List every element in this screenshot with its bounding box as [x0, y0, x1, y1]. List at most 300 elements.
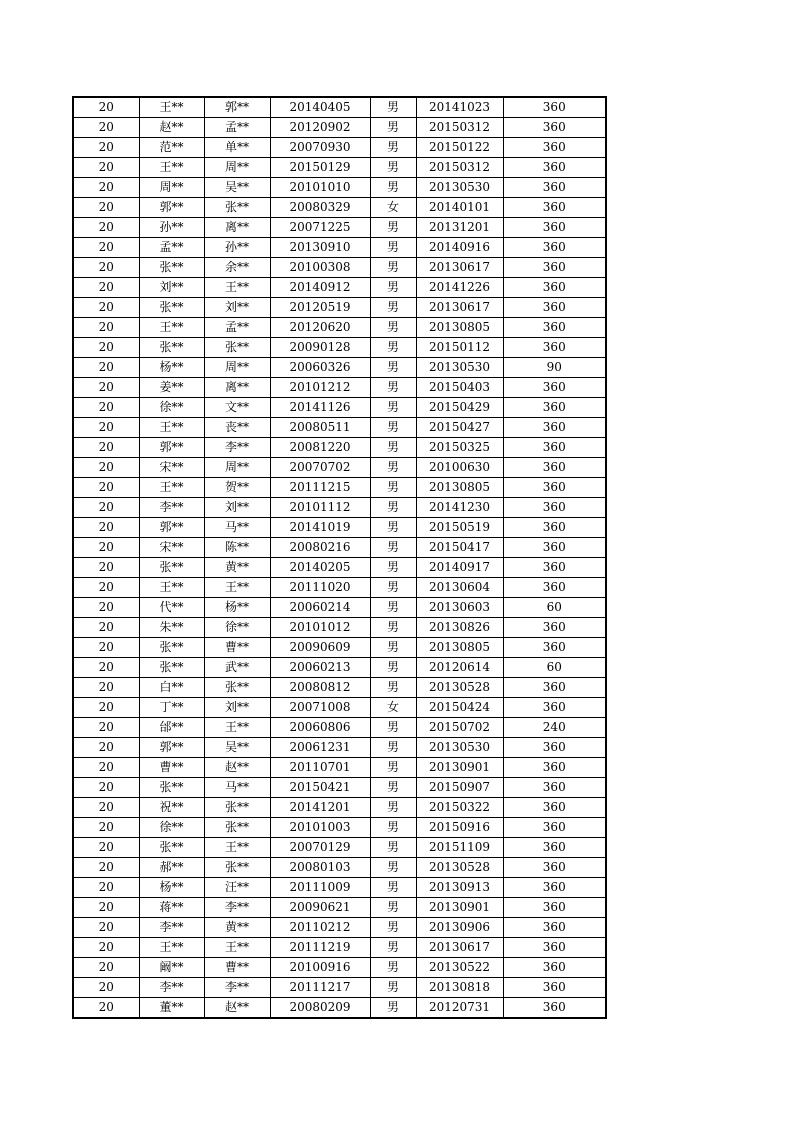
start-date-cell: 20111009: [270, 878, 370, 898]
contact-cell: 离**: [204, 378, 270, 398]
table-row: [73, 538, 606, 558]
end-date-cell: 20150312: [416, 158, 503, 178]
table-row: [73, 958, 606, 978]
contact-cell: 王**: [204, 578, 270, 598]
count-cell: 20: [73, 718, 139, 738]
contact-cell: 赵**: [204, 998, 270, 1019]
data-table: [72, 96, 607, 1019]
table-row: [73, 518, 606, 538]
gender-cell: 男: [370, 158, 416, 178]
name-cell: 郝**: [139, 858, 204, 878]
gender-cell: 男: [370, 498, 416, 518]
start-date-cell: 20101012: [270, 618, 370, 638]
contact-cell: 余**: [204, 258, 270, 278]
amount-cell: 360: [503, 778, 606, 798]
table-row: [73, 698, 606, 718]
count-cell: 20: [73, 558, 139, 578]
gender-cell: 男: [370, 538, 416, 558]
contact-cell: 孟**: [204, 318, 270, 338]
start-date-cell: 20080216: [270, 538, 370, 558]
amount-cell: 360: [503, 298, 606, 318]
end-date-cell: 20130826: [416, 618, 503, 638]
gender-cell: 男: [370, 138, 416, 158]
amount-cell: 360: [503, 958, 606, 978]
gender-cell: 男: [370, 758, 416, 778]
table-row: [73, 618, 606, 638]
gender-cell: 男: [370, 118, 416, 138]
end-date-cell: 20150112: [416, 338, 503, 358]
end-date-cell: 20150916: [416, 818, 503, 838]
end-date-cell: 20130530: [416, 178, 503, 198]
gender-cell: 男: [370, 598, 416, 618]
amount-cell: 360: [503, 178, 606, 198]
name-cell: 张**: [139, 258, 204, 278]
count-cell: 20: [73, 478, 139, 498]
amount-cell: 240: [503, 718, 606, 738]
start-date-cell: 20080812: [270, 678, 370, 698]
contact-cell: 贺**: [204, 478, 270, 498]
gender-cell: 男: [370, 858, 416, 878]
amount-cell: 360: [503, 418, 606, 438]
gender-cell: 男: [370, 238, 416, 258]
gender-cell: 男: [370, 218, 416, 238]
contact-cell: 徐**: [204, 618, 270, 638]
name-cell: 白**: [139, 678, 204, 698]
table-row: [73, 278, 606, 298]
name-cell: 孙**: [139, 218, 204, 238]
table-row: [73, 938, 606, 958]
name-cell: 刘**: [139, 278, 204, 298]
start-date-cell: 20140205: [270, 558, 370, 578]
amount-cell: 360: [503, 918, 606, 938]
gender-cell: 男: [370, 638, 416, 658]
amount-cell: 360: [503, 278, 606, 298]
count-cell: 20: [73, 798, 139, 818]
amount-cell: 360: [503, 97, 606, 118]
table-row: [73, 198, 606, 218]
gender-cell: 男: [370, 618, 416, 638]
count-cell: 20: [73, 658, 139, 678]
amount-cell: 360: [503, 138, 606, 158]
name-cell: 李**: [139, 498, 204, 518]
count-cell: 20: [73, 97, 139, 118]
gender-cell: 男: [370, 318, 416, 338]
contact-cell: 曹**: [204, 958, 270, 978]
table-row: [73, 598, 606, 618]
amount-cell: 360: [503, 478, 606, 498]
count-cell: 20: [73, 978, 139, 998]
contact-cell: 王**: [204, 718, 270, 738]
name-cell: 郭**: [139, 198, 204, 218]
start-date-cell: 20090128: [270, 338, 370, 358]
name-cell: 王**: [139, 318, 204, 338]
end-date-cell: 20130913: [416, 878, 503, 898]
name-cell: 祝**: [139, 798, 204, 818]
count-cell: 20: [73, 358, 139, 378]
table-row: [73, 898, 606, 918]
contact-cell: 吴**: [204, 178, 270, 198]
amount-cell: 360: [503, 338, 606, 358]
name-cell: 丁**: [139, 698, 204, 718]
end-date-cell: 20150424: [416, 698, 503, 718]
table-row: [73, 318, 606, 338]
count-cell: 20: [73, 918, 139, 938]
gender-cell: 男: [370, 398, 416, 418]
count-cell: 20: [73, 158, 139, 178]
count-cell: 20: [73, 338, 139, 358]
table-row: [73, 218, 606, 238]
count-cell: 20: [73, 458, 139, 478]
contact-cell: 陈**: [204, 538, 270, 558]
start-date-cell: 20070930: [270, 138, 370, 158]
table-row: [73, 338, 606, 358]
amount-cell: 360: [503, 498, 606, 518]
start-date-cell: 20080511: [270, 418, 370, 438]
contact-cell: 李**: [204, 978, 270, 998]
amount-cell: 360: [503, 158, 606, 178]
contact-cell: 单**: [204, 138, 270, 158]
amount-cell: 360: [503, 878, 606, 898]
amount-cell: 360: [503, 818, 606, 838]
contact-cell: 李**: [204, 438, 270, 458]
gender-cell: 男: [370, 258, 416, 278]
contact-cell: 张**: [204, 338, 270, 358]
contact-cell: 汪**: [204, 878, 270, 898]
start-date-cell: 20060806: [270, 718, 370, 738]
count-cell: 20: [73, 738, 139, 758]
start-date-cell: 20061231: [270, 738, 370, 758]
gender-cell: 男: [370, 838, 416, 858]
end-date-cell: 20141230: [416, 498, 503, 518]
count-cell: 20: [73, 618, 139, 638]
gender-cell: 女: [370, 698, 416, 718]
gender-cell: 男: [370, 298, 416, 318]
count-cell: 20: [73, 518, 139, 538]
amount-cell: 360: [503, 578, 606, 598]
table-row: [73, 478, 606, 498]
start-date-cell: 20120519: [270, 298, 370, 318]
start-date-cell: 20150129: [270, 158, 370, 178]
end-date-cell: 20130901: [416, 898, 503, 918]
gender-cell: 男: [370, 438, 416, 458]
amount-cell: 360: [503, 258, 606, 278]
end-date-cell: 20130528: [416, 678, 503, 698]
count-cell: 20: [73, 698, 139, 718]
table-row: [73, 378, 606, 398]
table-row: [73, 878, 606, 898]
amount-cell: 360: [503, 698, 606, 718]
start-date-cell: 20070702: [270, 458, 370, 478]
contact-cell: 王**: [204, 938, 270, 958]
end-date-cell: 20130901: [416, 758, 503, 778]
contact-cell: 王**: [204, 838, 270, 858]
table-row: [73, 458, 606, 478]
start-date-cell: 20060213: [270, 658, 370, 678]
amount-cell: 360: [503, 458, 606, 478]
contact-cell: 丧**: [204, 418, 270, 438]
amount-cell: 360: [503, 838, 606, 858]
gender-cell: 男: [370, 418, 416, 438]
contact-cell: 马**: [204, 778, 270, 798]
amount-cell: 360: [503, 218, 606, 238]
table-row: [73, 438, 606, 458]
count-cell: 20: [73, 638, 139, 658]
contact-cell: 周**: [204, 458, 270, 478]
start-date-cell: 20101003: [270, 818, 370, 838]
count-cell: 20: [73, 118, 139, 138]
end-date-cell: 20130530: [416, 358, 503, 378]
count-cell: 20: [73, 578, 139, 598]
contact-cell: 李**: [204, 898, 270, 918]
start-date-cell: 20100308: [270, 258, 370, 278]
table-row: [73, 998, 606, 1019]
table-row: [73, 238, 606, 258]
count-cell: 20: [73, 198, 139, 218]
end-date-cell: 20150519: [416, 518, 503, 538]
gender-cell: 男: [370, 818, 416, 838]
start-date-cell: 20141126: [270, 398, 370, 418]
contact-cell: 郭**: [204, 97, 270, 118]
start-date-cell: 20060326: [270, 358, 370, 378]
amount-cell: 360: [503, 978, 606, 998]
gender-cell: 男: [370, 558, 416, 578]
contact-cell: 曹**: [204, 638, 270, 658]
table-row: [73, 718, 606, 738]
count-cell: 20: [73, 998, 139, 1019]
start-date-cell: 20101112: [270, 498, 370, 518]
table-row: [73, 118, 606, 138]
end-date-cell: 20130617: [416, 298, 503, 318]
start-date-cell: 20110701: [270, 758, 370, 778]
end-date-cell: 20150417: [416, 538, 503, 558]
name-cell: 周**: [139, 178, 204, 198]
start-date-cell: 20111215: [270, 478, 370, 498]
amount-cell: 360: [503, 518, 606, 538]
count-cell: 20: [73, 818, 139, 838]
gender-cell: 男: [370, 798, 416, 818]
count-cell: 20: [73, 878, 139, 898]
name-cell: 朱**: [139, 618, 204, 638]
gender-cell: 男: [370, 718, 416, 738]
count-cell: 20: [73, 238, 139, 258]
count-cell: 20: [73, 418, 139, 438]
end-date-cell: 20130522: [416, 958, 503, 978]
start-date-cell: 20120620: [270, 318, 370, 338]
gender-cell: 男: [370, 938, 416, 958]
amount-cell: 360: [503, 118, 606, 138]
gender-cell: 女: [370, 198, 416, 218]
end-date-cell: 20150427: [416, 418, 503, 438]
end-date-cell: 20130530: [416, 738, 503, 758]
start-date-cell: 20150421: [270, 778, 370, 798]
count-cell: 20: [73, 858, 139, 878]
start-date-cell: 20080209: [270, 998, 370, 1019]
gender-cell: 男: [370, 278, 416, 298]
gender-cell: 男: [370, 478, 416, 498]
contact-cell: 张**: [204, 678, 270, 698]
amount-cell: 360: [503, 618, 606, 638]
count-cell: 20: [73, 958, 139, 978]
name-cell: 代**: [139, 598, 204, 618]
name-cell: 李**: [139, 978, 204, 998]
end-date-cell: 20150322: [416, 798, 503, 818]
table-row: [73, 578, 606, 598]
contact-cell: 刘**: [204, 698, 270, 718]
name-cell: 李**: [139, 918, 204, 938]
name-cell: 徐**: [139, 398, 204, 418]
table-row: [73, 158, 606, 178]
table-row: [73, 418, 606, 438]
contact-cell: 吴**: [204, 738, 270, 758]
contact-cell: 武**: [204, 658, 270, 678]
name-cell: 王**: [139, 158, 204, 178]
table-row: [73, 658, 606, 678]
start-date-cell: 20141019: [270, 518, 370, 538]
name-cell: 王**: [139, 938, 204, 958]
end-date-cell: 20130603: [416, 598, 503, 618]
name-cell: 郭**: [139, 438, 204, 458]
name-cell: 郭**: [139, 738, 204, 758]
contact-cell: 赵**: [204, 758, 270, 778]
count-cell: 20: [73, 498, 139, 518]
amount-cell: 360: [503, 318, 606, 338]
table-row: [73, 918, 606, 938]
start-date-cell: 20060214: [270, 598, 370, 618]
gender-cell: 男: [370, 97, 416, 118]
amount-cell: 60: [503, 658, 606, 678]
name-cell: 王**: [139, 478, 204, 498]
count-cell: 20: [73, 898, 139, 918]
name-cell: 蒋**: [139, 898, 204, 918]
amount-cell: 360: [503, 558, 606, 578]
gender-cell: 男: [370, 518, 416, 538]
name-cell: 宋**: [139, 458, 204, 478]
spreadsheet-page: [72, 96, 607, 1019]
end-date-cell: 20150312: [416, 118, 503, 138]
gender-cell: 男: [370, 678, 416, 698]
table-row: [73, 778, 606, 798]
end-date-cell: 20140916: [416, 238, 503, 258]
count-cell: 20: [73, 758, 139, 778]
end-date-cell: 20100630: [416, 458, 503, 478]
start-date-cell: 20101212: [270, 378, 370, 398]
name-cell: 张**: [139, 338, 204, 358]
count-cell: 20: [73, 178, 139, 198]
table-row: [73, 798, 606, 818]
end-date-cell: 20130906: [416, 918, 503, 938]
contact-cell: 马**: [204, 518, 270, 538]
amount-cell: 360: [503, 538, 606, 558]
amount-cell: 90: [503, 358, 606, 378]
amount-cell: 360: [503, 798, 606, 818]
start-date-cell: 20080329: [270, 198, 370, 218]
end-date-cell: 20130805: [416, 318, 503, 338]
amount-cell: 360: [503, 738, 606, 758]
contact-cell: 黄**: [204, 918, 270, 938]
name-cell: 王**: [139, 418, 204, 438]
start-date-cell: 20111219: [270, 938, 370, 958]
contact-cell: 张**: [204, 818, 270, 838]
start-date-cell: 20070129: [270, 838, 370, 858]
table-row: [73, 818, 606, 838]
name-cell: 徐**: [139, 818, 204, 838]
name-cell: 张**: [139, 778, 204, 798]
end-date-cell: 20140917: [416, 558, 503, 578]
table-row: [73, 758, 606, 778]
table-body: [73, 97, 606, 1018]
amount-cell: 360: [503, 938, 606, 958]
table-row: [73, 298, 606, 318]
amount-cell: 360: [503, 758, 606, 778]
contact-cell: 张**: [204, 198, 270, 218]
end-date-cell: 20130805: [416, 638, 503, 658]
end-date-cell: 20130617: [416, 258, 503, 278]
contact-cell: 张**: [204, 858, 270, 878]
table-row: [73, 558, 606, 578]
end-date-cell: 20130818: [416, 978, 503, 998]
contact-cell: 刘**: [204, 498, 270, 518]
name-cell: 孟**: [139, 238, 204, 258]
name-cell: 阚**: [139, 958, 204, 978]
gender-cell: 男: [370, 958, 416, 978]
amount-cell: 360: [503, 398, 606, 418]
gender-cell: 男: [370, 778, 416, 798]
contact-cell: 文**: [204, 398, 270, 418]
count-cell: 20: [73, 258, 139, 278]
contact-cell: 离**: [204, 218, 270, 238]
count-cell: 20: [73, 778, 139, 798]
count-cell: 20: [73, 318, 139, 338]
end-date-cell: 20120614: [416, 658, 503, 678]
gender-cell: 男: [370, 178, 416, 198]
gender-cell: 男: [370, 918, 416, 938]
table-row: [73, 738, 606, 758]
end-date-cell: 20131201: [416, 218, 503, 238]
start-date-cell: 20100916: [270, 958, 370, 978]
contact-cell: 周**: [204, 358, 270, 378]
name-cell: 邰**: [139, 718, 204, 738]
table-row: [73, 638, 606, 658]
start-date-cell: 20120902: [270, 118, 370, 138]
contact-cell: 周**: [204, 158, 270, 178]
table-row: [73, 138, 606, 158]
end-date-cell: 20140101: [416, 198, 503, 218]
end-date-cell: 20150325: [416, 438, 503, 458]
table-row: [73, 97, 606, 118]
start-date-cell: 20090609: [270, 638, 370, 658]
amount-cell: 360: [503, 638, 606, 658]
contact-cell: 杨**: [204, 598, 270, 618]
amount-cell: 60: [503, 598, 606, 618]
start-date-cell: 20130910: [270, 238, 370, 258]
count-cell: 20: [73, 678, 139, 698]
start-date-cell: 20071008: [270, 698, 370, 718]
table-row: [73, 178, 606, 198]
start-date-cell: 20080103: [270, 858, 370, 878]
start-date-cell: 20081220: [270, 438, 370, 458]
name-cell: 杨**: [139, 878, 204, 898]
table-row: [73, 258, 606, 278]
name-cell: 宋**: [139, 538, 204, 558]
name-cell: 张**: [139, 658, 204, 678]
amount-cell: 360: [503, 238, 606, 258]
start-date-cell: 20090621: [270, 898, 370, 918]
count-cell: 20: [73, 598, 139, 618]
table-row: [73, 358, 606, 378]
amount-cell: 360: [503, 378, 606, 398]
end-date-cell: 20130617: [416, 938, 503, 958]
count-cell: 20: [73, 378, 139, 398]
